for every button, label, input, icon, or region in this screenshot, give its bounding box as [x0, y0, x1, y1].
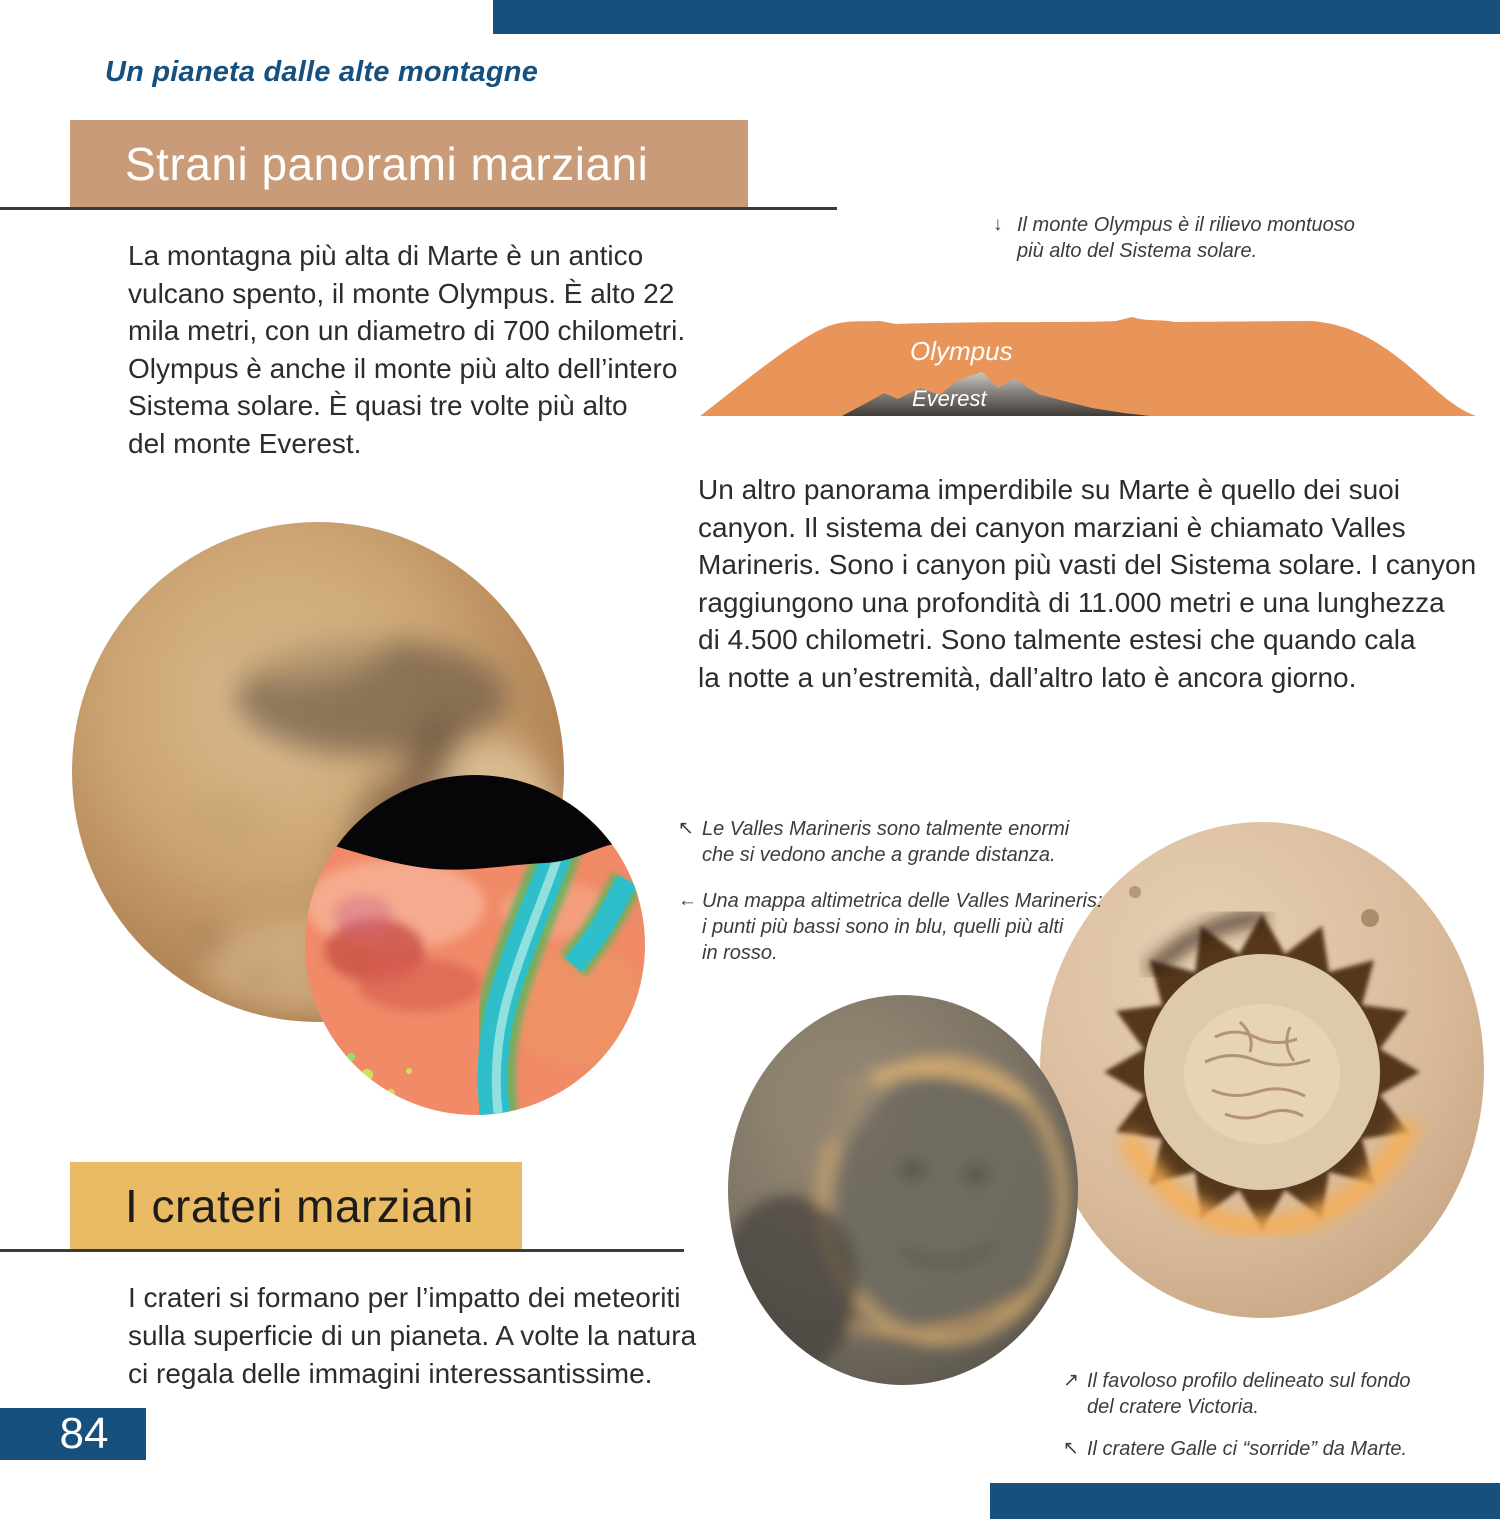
text-line: Olympus è anche il monte più alto dell’intero — [128, 352, 678, 384]
text-line: Un altro panorama imperdibile su Marte è quello dei suoi — [698, 474, 1400, 505]
left-arrow-icon: ← — [678, 890, 697, 911]
caption-line: Il favoloso profilo delineato sul fondo — [1087, 1370, 1411, 1392]
valles-map-caption — [678, 888, 1103, 966]
crater-captions-block — [1063, 1368, 1411, 1462]
section-title-mountains: Strani panorami marziani — [125, 138, 649, 190]
valles-marineris-map-photo — [305, 775, 645, 1115]
text-line: la notte a un’estremità, dall’altro lato è ancora giorno. — [698, 661, 1357, 693]
caption-line: Il monte Olympus è il rilievo montuoso — [1017, 214, 1355, 236]
text-line: vulcano spento, il monte Olympus. È alto 22 — [128, 277, 675, 309]
text-line: Sistema solare. È quasi tre volte più alto — [128, 390, 628, 421]
valles-captions-block — [678, 816, 1103, 966]
caption-line: del cratere Victoria. — [1087, 1396, 1259, 1418]
down-arrow-icon: ↓ — [993, 214, 1003, 235]
section-title-craters: I crateri marziani — [125, 1180, 474, 1232]
craters-paragraph — [128, 1279, 696, 1393]
text-line: raggiungono una profondità di 11.000 metri e una lunghezza — [698, 586, 1445, 618]
everest-label: Everest — [912, 386, 987, 411]
victoria-caption — [1063, 1368, 1411, 1420]
galle-crater-photo — [728, 995, 1078, 1385]
caption-line: che si vedono anche a grande distanza. — [702, 844, 1056, 866]
valles-seen-caption — [678, 816, 1103, 868]
caption-line: i punti più bassi sono in blu, quelli più alti — [702, 916, 1064, 938]
text-line: I crateri si formano per l’impatto dei meteoriti — [128, 1282, 681, 1313]
victoria-crater-photo — [1040, 822, 1484, 1319]
caption-line: Le Valles Marineris sono talmente enormi — [702, 818, 1070, 840]
olympus-paragraph — [128, 237, 685, 462]
canyons-paragraph — [698, 471, 1476, 696]
bottom-accent-bar — [990, 1483, 1500, 1519]
olympus-figure-caption — [993, 212, 1355, 264]
up-left-arrow-icon: ↖ — [678, 818, 694, 839]
caption-line: Il cratere Galle ci “sorride” da Marte. — [1087, 1438, 1408, 1460]
text-line: ci regala delle immagini interessantissime. — [128, 1358, 653, 1389]
galle-caption — [1063, 1436, 1411, 1462]
text-line: La montagna più alta di Marte è un antico — [128, 240, 644, 271]
up-right-arrow-icon: ↗ — [1063, 1370, 1079, 1391]
text-line: mila metri, con un diametro di 700 chilometri. — [128, 315, 686, 346]
section-divider-line-2 — [0, 1249, 684, 1252]
page-number-badge — [0, 1408, 146, 1460]
text-line: canyon. Il sistema dei canyon marziani è chiamato Valles — [698, 511, 1406, 543]
text-line: di 4.500 chilometri. Sono talmente estesi che quando cala — [698, 624, 1416, 655]
section-banner-mountains — [70, 120, 748, 208]
olympus-everest-diagram — [692, 300, 1484, 420]
text-line: del monte Everest. — [128, 427, 362, 459]
olympus-label: Olympus — [910, 336, 1013, 366]
caption-line: in rosso. — [702, 942, 778, 964]
caption-line: Una mappa altimetrica delle Valles Marineris: — [702, 890, 1103, 912]
top-accent-bar — [493, 0, 1500, 34]
caption-line: più alto del Sistema solare. — [1017, 240, 1258, 262]
text-line: sulla superficie di un pianeta. A volte la natura — [128, 1320, 697, 1351]
olympus-silhouette — [700, 317, 1476, 416]
section-divider-line — [0, 207, 837, 210]
up-left-arrow-icon-2: ↖ — [1063, 1438, 1079, 1459]
section-banner-craters — [70, 1162, 522, 1250]
page-number: 84 — [59, 1409, 109, 1458]
text-line: Marineris. Sono i canyon più vasti del Sistema solare. I canyon — [698, 549, 1477, 580]
page-kicker: Un pianeta dalle alte montagne — [105, 56, 539, 88]
